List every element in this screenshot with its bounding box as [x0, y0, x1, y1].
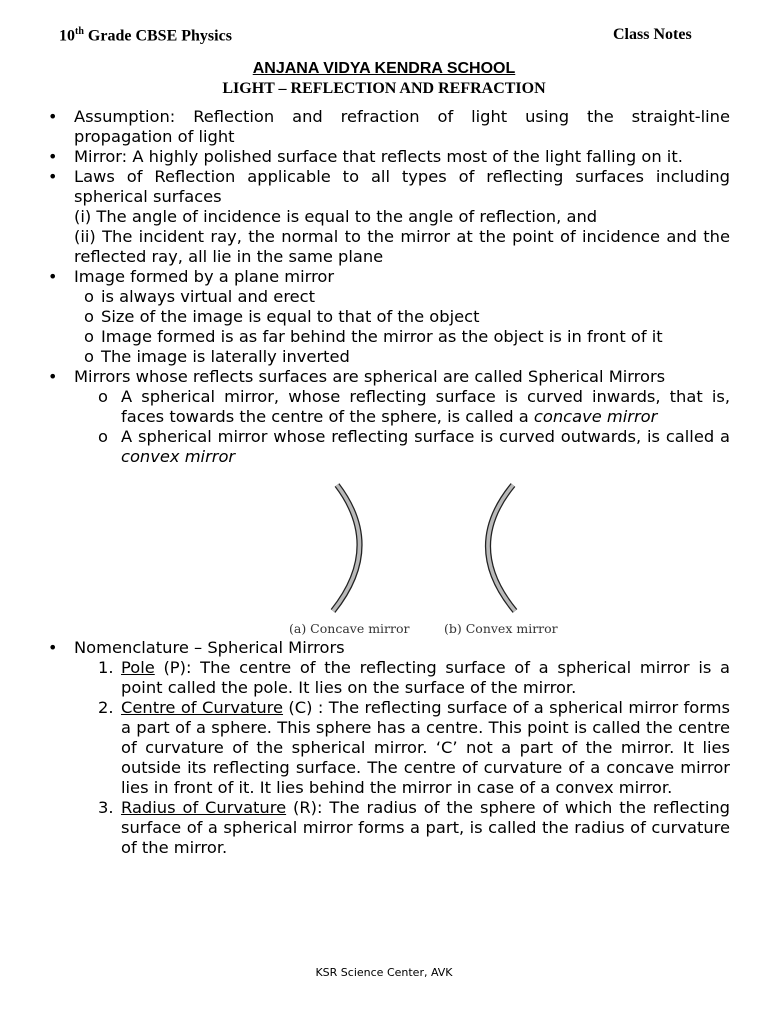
- mirror-diagram: [74, 477, 730, 635]
- bullet-spherical: • Mirrors whose reflects surfaces are spherical are called Spherical Mirrors: [74, 367, 730, 387]
- convex-term: convex mirror: [121, 447, 236, 466]
- concave-definition: o A spherical mirror, whose reflecting surface is curved inwards, that is, faces towards the centre of the sphere, is called a concave mirror: [98, 387, 730, 426]
- plane-point: o Image formed is as far behind the mirror as the object is in front of it: [84, 327, 663, 346]
- page-footer: KSR Science Center, AVK: [315, 966, 453, 979]
- sub-bullet-marker: o: [84, 347, 94, 366]
- convex-definition: o A spherical mirror whose reflecting surface is curved outwards, is called a convex mirror: [98, 427, 730, 466]
- bullet-mirror: • Mirror: A highly polished surface that reflects most of the light falling on it.: [74, 147, 730, 167]
- mirror-figure: [74, 477, 730, 635]
- sub-bullet-marker: o: [98, 427, 108, 446]
- convex-mirror-surface: [488, 485, 515, 611]
- sub-bullet-marker: o: [84, 307, 94, 326]
- concave-term: concave mirror: [533, 407, 658, 426]
- list-number: 3.: [98, 798, 114, 817]
- notes-label: Class Notes: [613, 26, 692, 43]
- term-centre-of-curvature: 2. Centre of Curvature (C) : The reflecting surface of a spherical mirror forms a part of a sphere. This sphere has a centre. This point is called the centre of curvature of the spherical mirror. ‘C’ not a part of the mirror. It lies outside its reflecting surface. The centre of curvature of a concave mirror lies in front of it. It lies behind the mirror in case of a convex mirror.: [98, 698, 730, 797]
- term-label: Radius of Curvature: [121, 798, 287, 817]
- sub-bullet-marker: o: [98, 387, 108, 406]
- law-2: (ii) The incident ray, the normal to the mirror at the point of incidence and the reflected ray, all lie in the same plane: [74, 227, 730, 266]
- plane-point: o is always virtual and erect: [84, 287, 316, 306]
- notes-body: [74, 107, 730, 858]
- convex-caption: (b) Convex mirror: [444, 621, 558, 636]
- term-pole: 1. Pole (P): The centre of the reflecting surface of a spherical mirror is a point called the pole. It lies on the surface of the mirror.: [98, 658, 730, 697]
- course-title: 10th Grade CBSE Physics: [59, 26, 232, 45]
- term-radius-of-curvature: 3. Radius of Curvature (R): The radius of the sphere of which the reflecting surface of a spherical mirror forms a part, is called the radius of curvature of the mirror.: [98, 798, 730, 857]
- bullet-laws: [74, 167, 730, 267]
- bullet-assumption: • Assumption: Reflection and refraction of light using the straight-line propagation of light: [74, 107, 730, 147]
- sub-bullet-marker: o: [84, 327, 94, 346]
- term-label: Pole: [121, 658, 155, 677]
- term-label: Centre of Curvature: [121, 698, 284, 717]
- school-name: ANJANA VIDYA KENDRA SCHOOL: [252, 60, 516, 77]
- law-1: (i) The angle of incidence is equal to the angle of reflection, and: [74, 207, 598, 226]
- bullet-plane-mirror: • Image formed by a plane mirror: [74, 267, 730, 287]
- list-number: 1.: [98, 658, 114, 677]
- bullet-nomenclature: • Nomenclature – Spherical Mirrors: [74, 638, 730, 658]
- laws-intro: • Laws of Reflection applicable to all types of reflecting surfaces including spherical surfaces: [74, 167, 730, 206]
- concave-caption: (a) Concave mirror: [289, 621, 410, 636]
- plane-point: o The image is laterally inverted: [84, 347, 350, 366]
- chapter-title: LIGHT – REFLECTION AND REFRACTION: [222, 80, 546, 97]
- plane-point: o Size of the image is equal to that of the object: [84, 307, 480, 326]
- sub-bullet-marker: o: [84, 287, 94, 306]
- list-number: 2.: [98, 698, 114, 717]
